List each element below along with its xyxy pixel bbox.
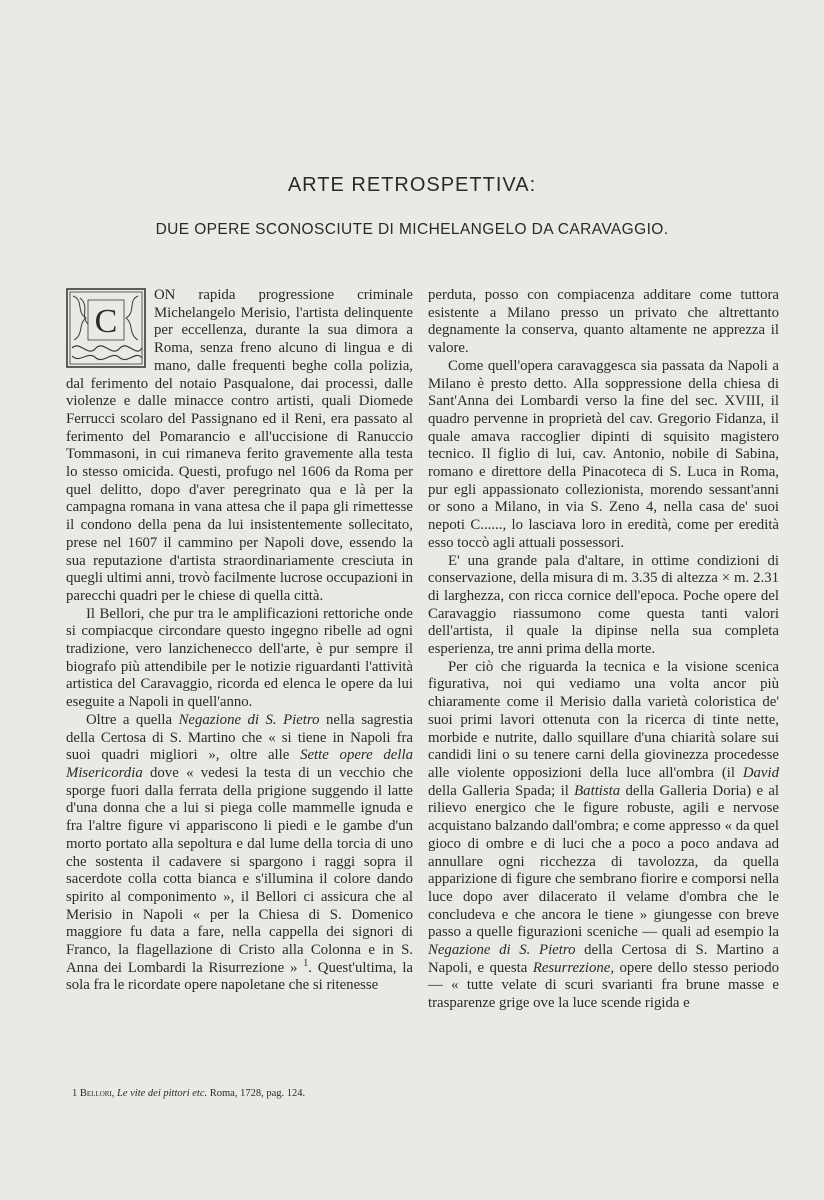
ornamental-dropcap-icon bbox=[66, 288, 146, 368]
paragraph-6: E' una grande pala d'altare, in ottime condizioni di conservazione, della misura di m. 3.35 di altezza × m. 2.31 di larghezza, con ricca cornice dell'epoca. Poche opere del Caravaggio riassumono come questa tanti valori dell'artista, il quale la dipinse nella sua completa esperienza, tre anni prima della morte. bbox=[428, 552, 779, 658]
paragraph-5: Come quell'opera caravaggesca sia passata da Napoli a Milano è presto detto. Alla soppressione della chiesa di Sant'Anna dei Lombardi verso la fine del sec. XVIII, il quadro pervenne in proprietà del cav. Gregorio Fidanza, il quale amava raccoglier dipinti di squisito magistero tecnico. Il figlio di lui, cav. Antonio, nobile di Sabina, romano e direttore della Pinacoteca di S. Luca in Roma, pur egli appassionato collezionista, morendo sessant'anni or sono a Milano, in via S. Zeno 4, nella casa de' suoi nepoti C......, lo lasciava loro in eredità, come per eredità esso toccò agli attuali possessori. bbox=[428, 357, 779, 551]
left-column bbox=[66, 287, 413, 995]
paragraph-4: perduta, posso con compiacenza additare come tuttora esistente a Milano presso un privato che altrettanto degnamente la conserva, quanto altamente ne apprezza il valore. bbox=[428, 287, 779, 357]
title-battista: Battista bbox=[574, 782, 621, 799]
paragraph-3: Oltre a quella Negazione di S. Pietro nella sagrestia della Certosa di S. Martino che « si tiene in Napoli fra suoi quadri migliori », oltre alle Sette opere della Misericordia dove « vedesi la testa di un vecchio che sporge fuori dalla ferrata della prigione suggendo il latte d'una donna che a lui si piega colle mammelle ignuda e fra l'altre figure vi appariscono li piedi e le gambe d'un morto portato alla sepoltura e dal lume della torcia di uno che sostenta il cadavere si spargono i raggi sopra il sacerdote colla cotta bianca e s'illumina il colore dando spirito al componimento », il Bellori ci assicura che al Merisio in Napoli « per la Chiesa di S. Domenico maggiore fu data a fare, nella cappella dei signori di Franco, la flagellazione di Cristo alla Colonna e in S. Anna dei Lombardi la Risurrezione » $^1$. Quest'ultima, la sola fra le ricordate opere napoletane che si ritenesse bbox=[66, 711, 413, 994]
title-sette-opere: Sette opere della Misericordia bbox=[66, 747, 413, 781]
footnote-reference: 1 bbox=[303, 957, 309, 969]
title-negazione-2: Negazione di S. Pietro bbox=[428, 942, 576, 959]
paragraph-2: Il Bellori, che pur tra le amplificazioni rettoriche onde si compiacque circondare questo ingegno ribelle ad ogni tradizione, vero lanzichenecco dell'arte, è pur sempre il biografo più attendibile per le notizie riguardanti l'attività artistica del Caravaggio, ricorda ed elenca le opere da lui eseguite a Napoli in quell'anno. bbox=[66, 605, 413, 711]
paragraph-1: ON rapida progressione criminale Michelangelo Merisio, l'artista delinquente per eccellenza, durante la sua dimora a Roma, senza freno alcuno di lingua e di mano, dalle frequenti beghe colla polizia, dal ferimento del notaio Pasqualone, dai processi, dalle violenze e dalle minacce contro artisti, quali Diomede Ferrucci scolaro del Passignano ed il Reni, era passato al ferimento del Pomarancio e all'uccisione di Ranuccio Tommasoni, in cui rimaneva ferito gravemente alla testa lo stesso omicida. Questi, profugo nel 1606 da Roma per quel delitto, dopo d'aver peregrinato qua e là per la campagna romana in vana attesa che il papa gli rimettesse il condono della pena da lui insistentemente sollecitato, prese nel 1607 il cammino per Napoli dove, essendo la sua reputazione d'artista straordinariamente cresciuta in quegli ultimi anni, trovò facilmente lucrose occupazioni in parecchi quadri per le chiese di quella città. bbox=[66, 287, 413, 604]
title-resurrezione: Resurrezione, bbox=[532, 959, 615, 976]
article-subtitle: DUE OPERE SCONOSCIUTE DI MICHELANGELO DA CARAVAGGIO. bbox=[155, 221, 669, 238]
title-david: David bbox=[742, 764, 779, 781]
article-title: ARTE RETROSPETTIVA: bbox=[287, 174, 537, 196]
title-negazione: Negazione di S. Pietro bbox=[178, 711, 320, 728]
dropcap-letter: C bbox=[94, 303, 118, 340]
right-column bbox=[428, 287, 779, 1013]
footnote: 1 Bellori, Le vite dei pittori etc. Roma, 1728, pag. 124. bbox=[72, 1088, 306, 1099]
footnote-author: Bellori, bbox=[79, 1088, 115, 1099]
footnote-work: Le vite dei pittori etc. bbox=[117, 1088, 208, 1099]
paragraph-7: Per ciò che riguarda la tecnica e la visione scenica figurativa, noi qui vediamo una volta ancor più chiaramente come il Merisio dalla varietà coloristica de' suoi primi lavori ottenuta con la ricerca di tinte nette, morbide e nutrite, dallo squillare d'una chiarità solare sui candidi lini o su tenere carni della giovinezza procedesse alle violente opposizioni della luce all'ombra (il David della Galleria Spada; il Battista della Galleria Doria) e al rilievo energico che le figure robuste, agili e nervose acquistano balzando dall'ombra; e come appresso « da quel gioco di ombre e di luci che a poco a poco andava ad annullare ogni ricchezza di tavolozza, da quella apparizione di figure che sembrano fiorire e comporsi nella luce dopo aver dilacerato il velame d'ombra che le concludeva e che ancora le tiene » giungesse con breve passo a quelle figurazioni sceniche — quali ad esempio la Negazione di S. Pietro della Certosa di S. Martino a Napoli, e questa Resurrezione, opere dello stesso periodo — « tutte velate di scuri svarianti fra brune masse e trasparenze grige ove la luce scende rigida e bbox=[428, 658, 780, 1012]
